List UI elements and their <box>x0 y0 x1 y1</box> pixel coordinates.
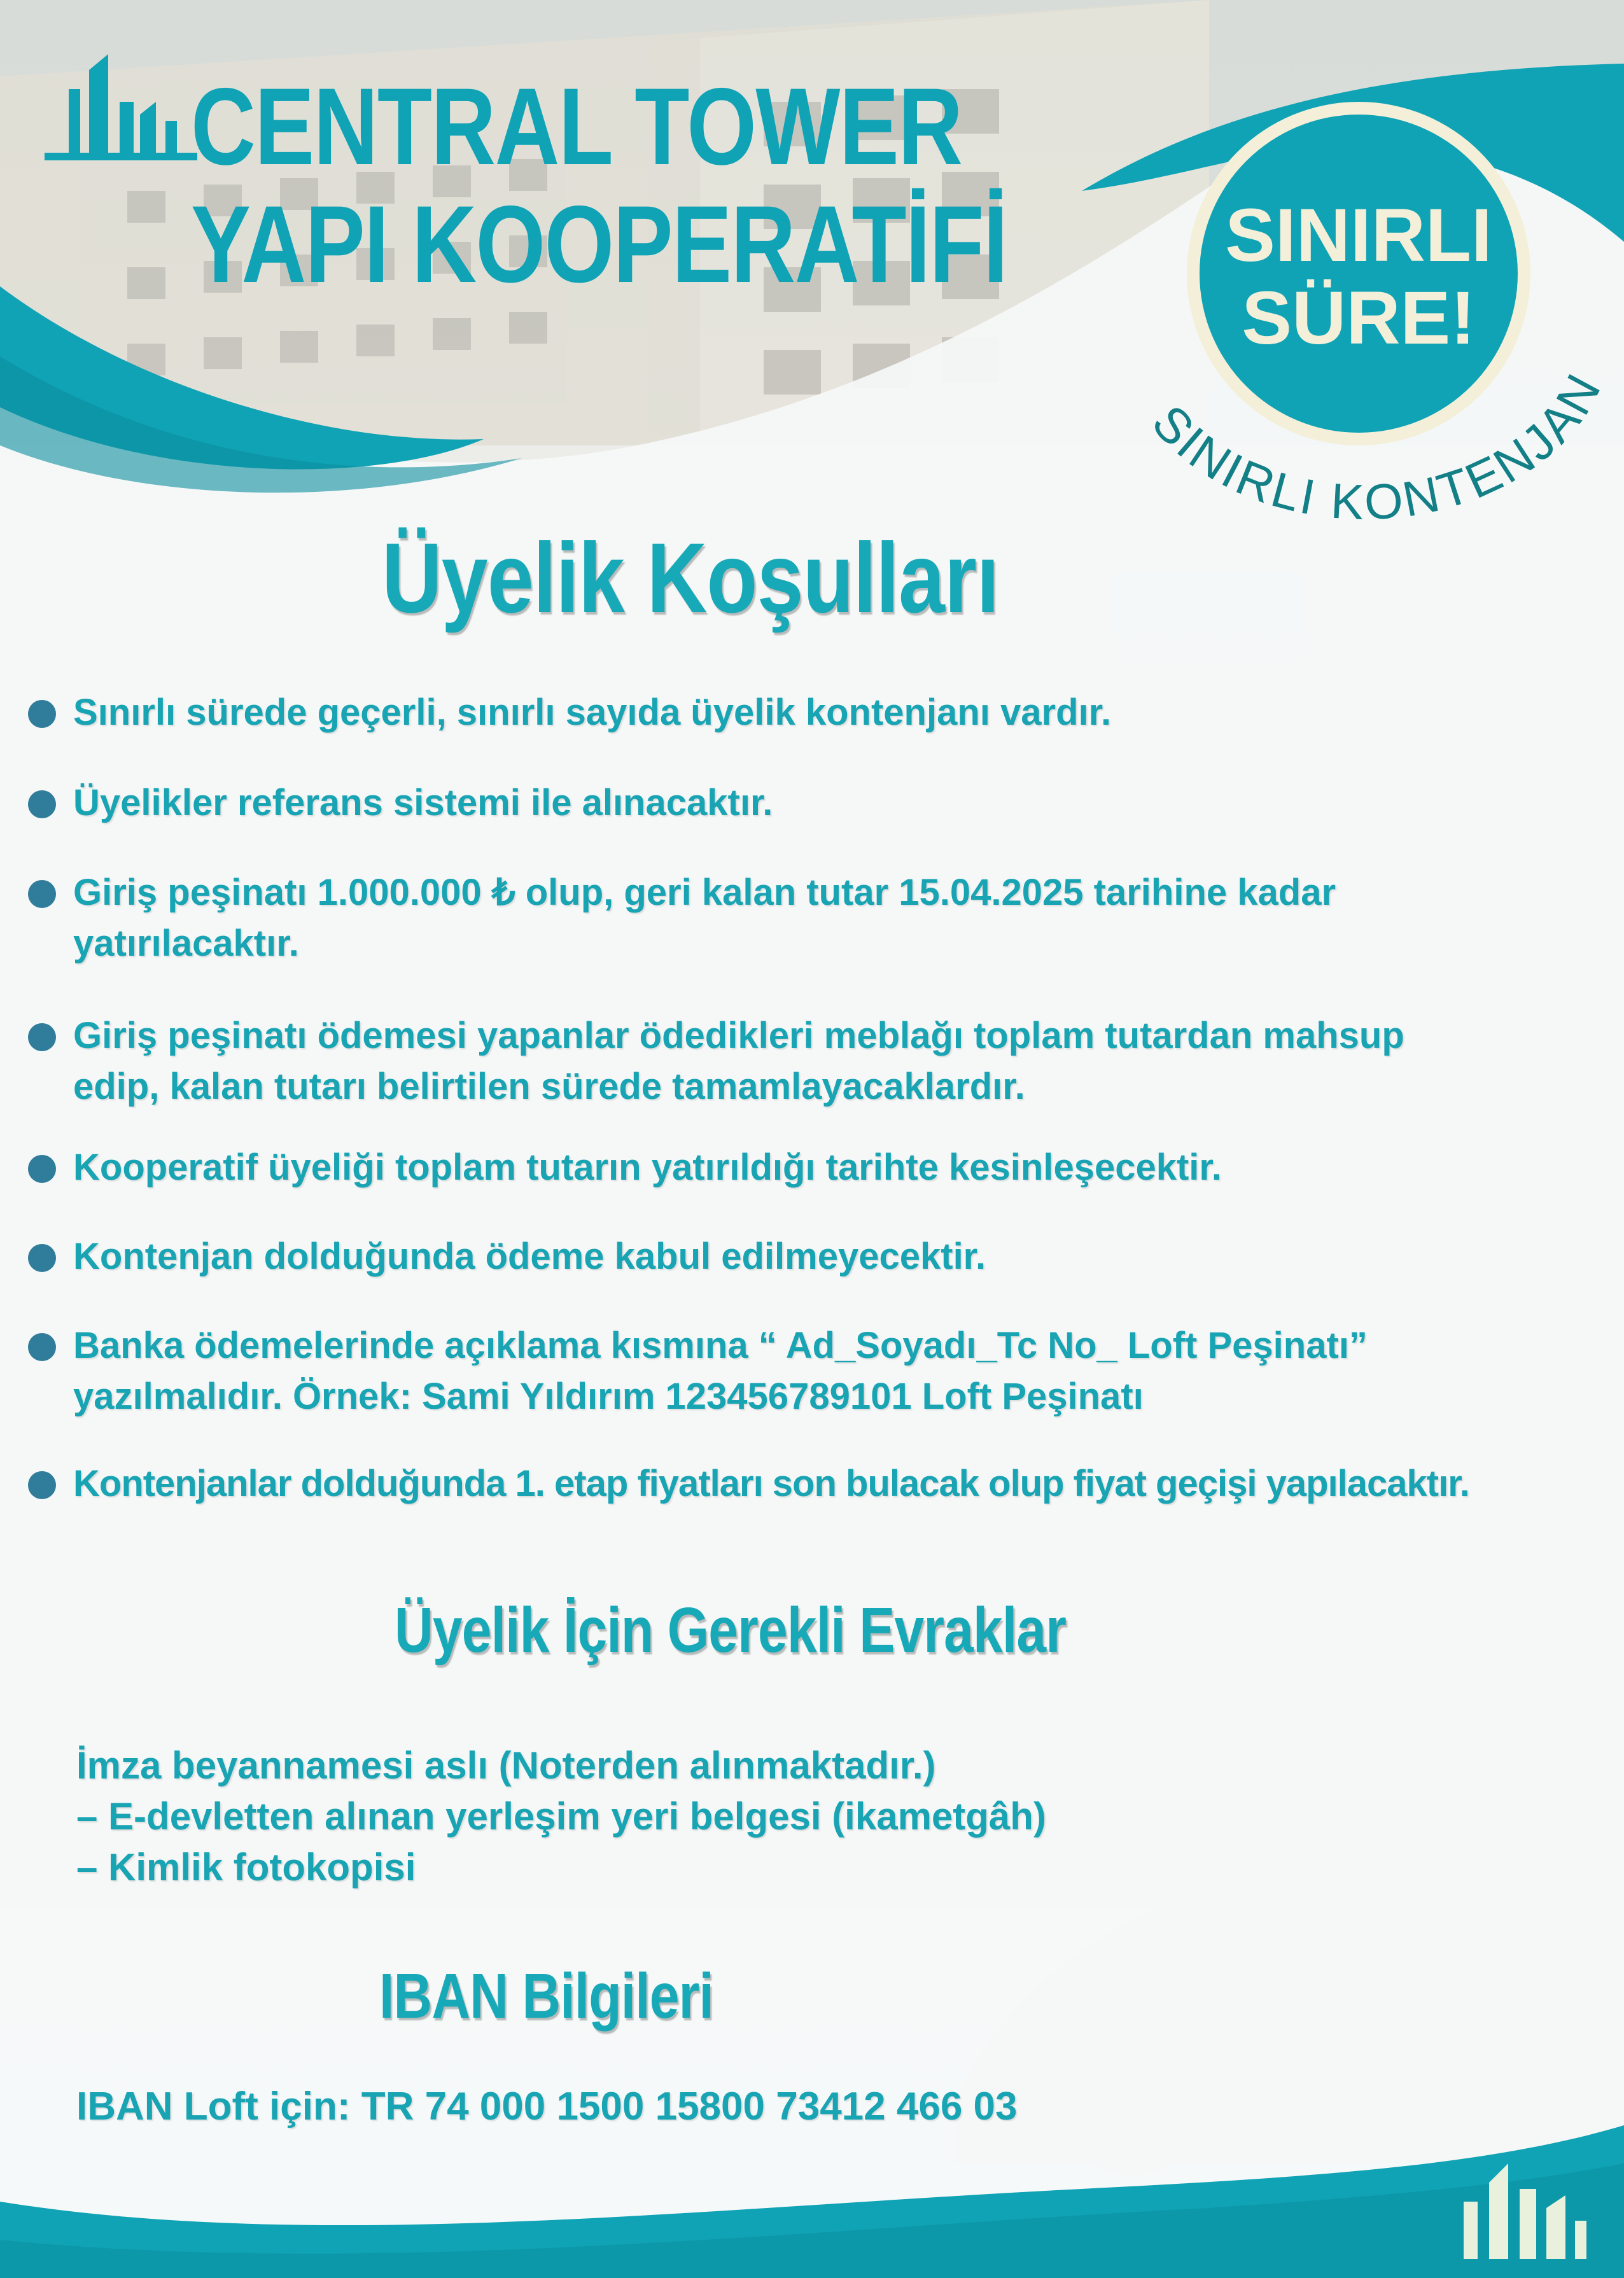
list-item: Üyelikler referans sistemi ile alınacaktır. <box>25 778 773 828</box>
brand-name-line2: YAPI KOOPERATİFİ <box>191 183 1007 305</box>
list-item: Giriş peşinatı ödemesi yapanlar ödedikleri meblağı toplam tutardan mahsup edip, kalan tutarı belirtilen sürede tamamlayacaklardır. <box>25 1010 1404 1112</box>
list-item: Banka ödemelerinde açıklama kısmına “ Ad_Soyadı_Tc No_ Loft Peşinatı” yazılmalıdır. Örnek: Sami Yıldırım 123456789101 Loft Peşinatı <box>25 1320 1368 1422</box>
bullet-dot-icon <box>28 1333 56 1361</box>
bullet-dot-icon <box>28 880 56 908</box>
bullet-dot-icon <box>28 1244 56 1272</box>
required-documents-list <box>76 1740 1046 1893</box>
list-item: Kooperatif üyeliği toplam tutarın yatırıldığı tarihte kesinleşecektir. <box>25 1142 1222 1193</box>
badge-line1: SINIRLI <box>1225 193 1492 277</box>
list-item: Sınırlı sürede geçerli, sınırlı sayıda üyelik kontenjanı vardır. <box>25 687 1111 738</box>
document-item: İmza beyannamesi aslı (Noterden alınmaktadır.) <box>76 1744 936 1787</box>
limited-time-badge <box>1101 89 1623 573</box>
bullet-dot-icon <box>28 1471 56 1499</box>
building-bars-icon <box>45 45 197 165</box>
document-item: – Kimlik fotokopisi <box>76 1846 416 1889</box>
required-documents-title: Üyelik İçin Gerekli Evraklar <box>395 1595 1067 1666</box>
list-item: Kontenjanlar dolduğunda 1. etap fiyatları son bulacak olup fiyat geçişi yapılacaktır. <box>25 1458 1469 1509</box>
document-item: – E-devletten alınan yerleşim yeri belgesi (ikametgâh) <box>76 1795 1046 1838</box>
bullet-dot-icon <box>28 1023 56 1051</box>
bullet-dot-icon <box>28 1155 56 1183</box>
bullet-dot-icon <box>28 700 56 728</box>
iban-info-title: IBAN Bilgileri <box>379 1960 713 2032</box>
bullet-dot-icon <box>28 790 56 818</box>
list-item: Giriş peşinatı 1.000.000 ₺ olup, geri kalan tutar 15.04.2025 tarihine kadar yatırılacaktır. <box>25 867 1336 969</box>
badge-line2: SÜRE! <box>1242 276 1476 360</box>
list-item: Kontenjan dolduğunda ödeme kabul edilmeyecektir. <box>25 1231 986 1282</box>
membership-conditions-title: Üyelik Koşulları <box>382 523 999 634</box>
iban-number: IBAN Loft için: TR 74 000 1500 15800 73412 466 03 <box>76 2085 1018 2128</box>
brand-name-line1: CENTRAL TOWER <box>191 66 962 188</box>
badge-arc-text: SINIRLI KONTENJAN <box>1141 363 1613 531</box>
footer-building-icon <box>1457 2144 1591 2259</box>
